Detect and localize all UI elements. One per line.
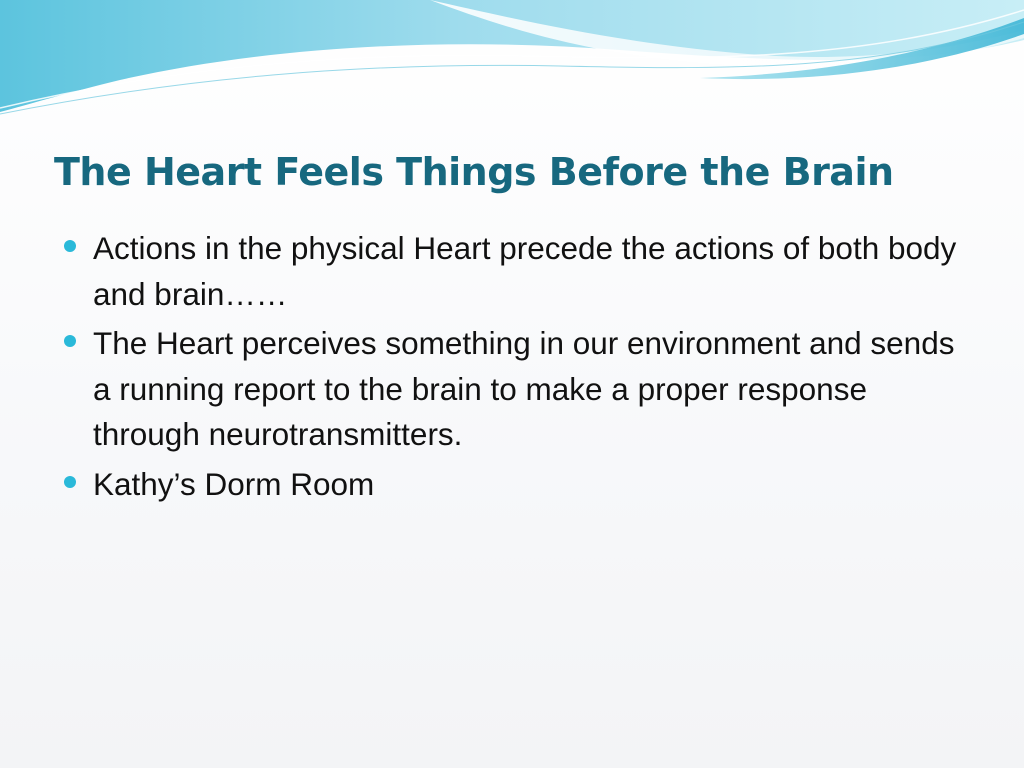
bullet-text: The Heart perceives something in our environment and sends a running report to the brain to make a proper response through neurotransmitters. [93,325,955,452]
bullet-list [62,226,962,511]
bullet-dot-icon [64,335,76,347]
bullet-item [62,226,962,317]
bullet-dot-icon [64,476,76,488]
bullet-item [62,462,962,508]
bullet-dot-icon [64,240,76,252]
slide-title: The Heart Feels Things Before the Brain [54,150,894,194]
bullet-text: Kathy’s Dorm Room [93,465,375,502]
header-wave-decoration [0,0,1024,120]
bullet-item [62,321,962,458]
bullet-text: Actions in the physical Heart precede the actions of both body and brain…… [93,230,957,312]
